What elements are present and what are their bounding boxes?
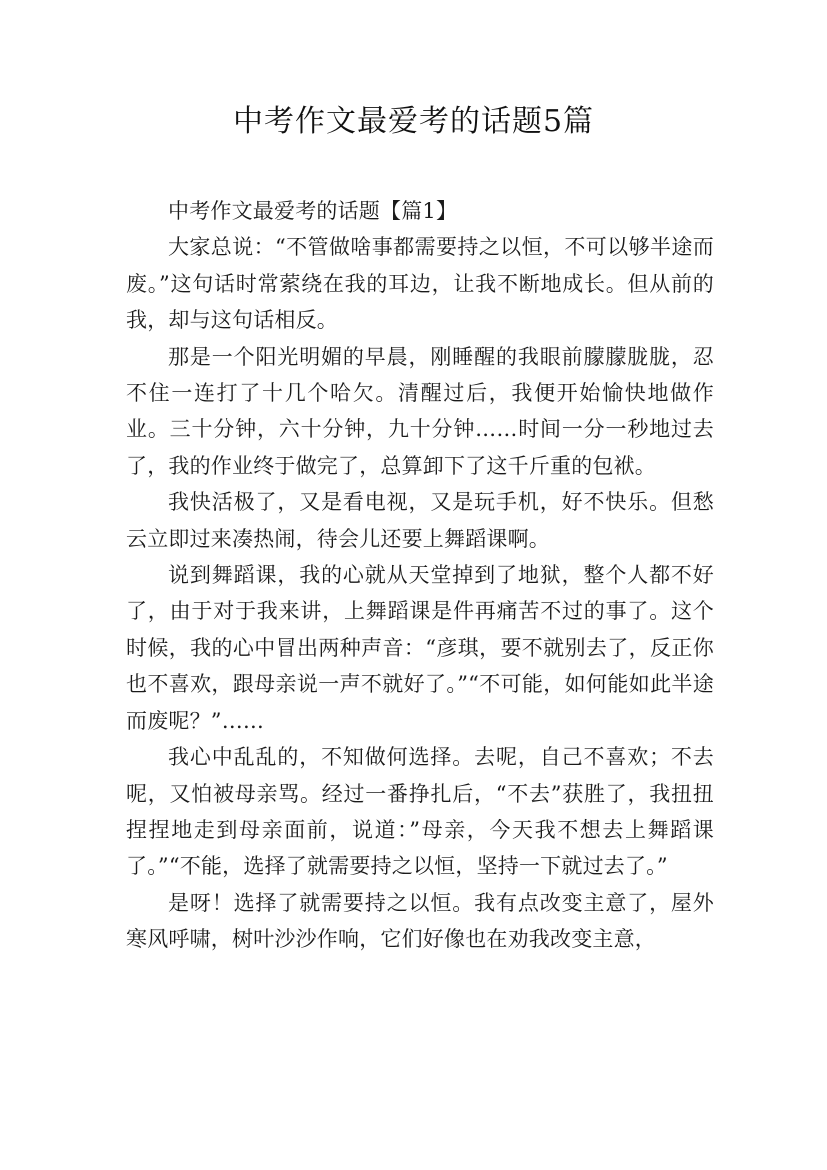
paragraph: 是呀！选择了就需要持之以恒。我有点改变主意了，屋外寒风呼啸，树叶沙沙作响，它们好像也在劝我改变主意， — [126, 890, 714, 952]
section-heading: 中考作文最爱考的话题【篇1】 — [168, 199, 458, 223]
paragraph: 说到舞蹈课，我的心就从天堂掉到了地狱，整个人都不好了，由于对于我来讲，上舞蹈课是件再痛苦不过的事了。这个时候，我的心中冒出两种声音：“彦琪，要不就别去了，反正你也不喜欢，跟母亲说一声不就好了。”“不可能，如何能如此半途而废呢？”…… — [126, 563, 714, 733]
paragraph: 那是一个阳光明媚的早晨，刚睡醒的我眼前朦朦胧胧，忍不住一连打了十几个哈欠。清醒过后，我便开始愉快地做作业。三十分钟，六十分钟，九十分钟……时间一分一秒地过去了，我的作业终于做完了，总算卸下了这千斤重的包袱。 — [126, 344, 714, 478]
paragraph: 我心中乱乱的，不知做何选择。去呢，自己不喜欢；不去呢，又怕被母亲骂。经过一番挣扎后，“不去”获胜了，我扭扭捏捏地走到母亲面前，说道：”母亲，今天我不想去上舞蹈课了。”“不能，选择了就需要持之以恒，坚持一下就过去了。” — [126, 745, 714, 879]
document-title: 中考作文最爱考的话题5篇 — [232, 104, 595, 139]
paragraph: 大家总说：“不管做啥事都需要持之以恒，不可以够半途而废。”这句话时常萦绕在我的耳边，让我不断地成长。但从前的我，却与这句话相反。 — [126, 235, 714, 333]
paragraph: 我快活极了，又是看电视，又是玩手机，好不快乐。但愁云立即过来凑热闹，待会儿还要上舞蹈课啊。 — [126, 490, 714, 551]
document-body — [126, 193, 714, 958]
